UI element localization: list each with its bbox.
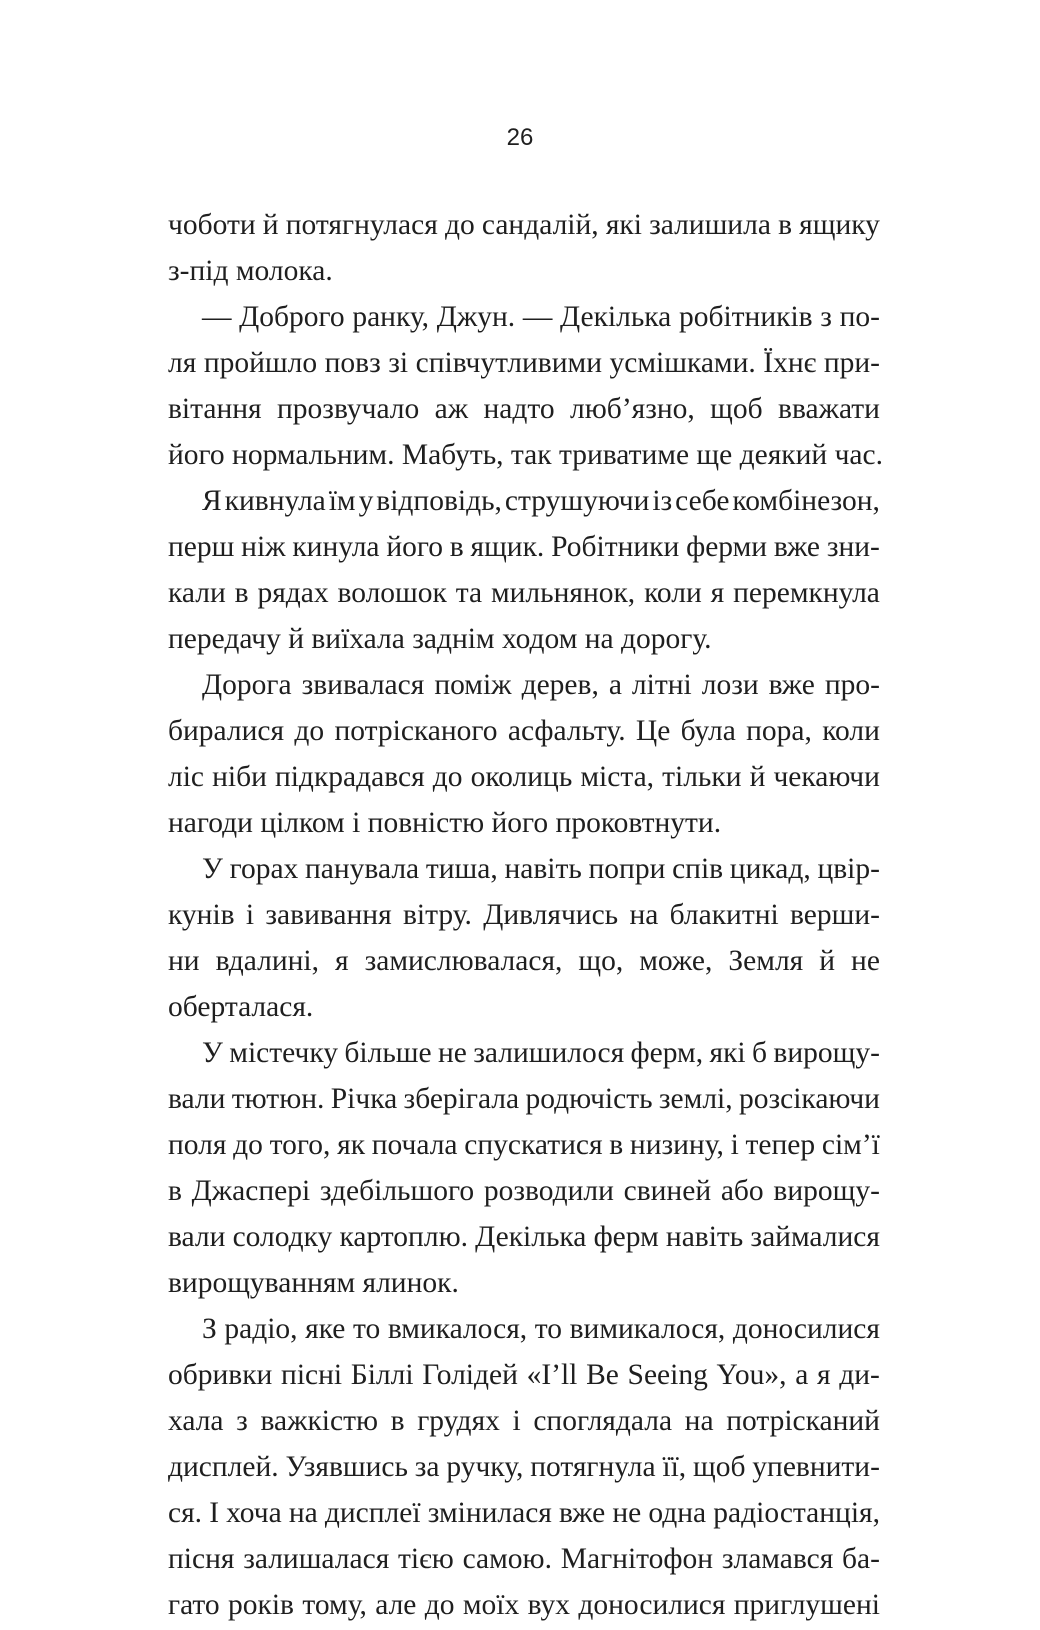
word: люб’язно, — [570, 393, 695, 425]
word: землі, — [658, 1083, 733, 1115]
text-line — [168, 1168, 880, 1214]
word: її, — [662, 1451, 687, 1483]
word: на — [684, 1405, 714, 1437]
word: вже — [768, 669, 815, 701]
line-text: нагоди цілком і повністю його проковтнути. — [168, 807, 722, 839]
word: усмішками. — [609, 347, 756, 379]
word: You», — [716, 1359, 787, 1391]
word: залишилося — [473, 1037, 625, 1069]
line-text: передачу й виїхала заднім ходом на дорогу. — [168, 623, 712, 655]
word: але — [375, 1589, 417, 1621]
word: вмикалося, — [387, 1313, 528, 1345]
text-line — [168, 432, 883, 478]
text-line — [168, 662, 880, 708]
word: обривки — [168, 1359, 273, 1391]
word: низину, — [629, 1129, 724, 1161]
word: перш — [168, 531, 235, 563]
word: змінилася — [427, 1497, 552, 1529]
word: потягнулася — [285, 209, 438, 241]
word: здебільшого — [319, 1175, 475, 1207]
word: дисплеї — [324, 1497, 421, 1529]
word: на — [288, 1497, 318, 1529]
word: панувала — [305, 853, 420, 885]
text-line — [168, 892, 880, 938]
word: чекаючи — [773, 761, 880, 793]
word: У — [202, 853, 223, 885]
word: що, — [578, 945, 624, 977]
word: дисплей. — [168, 1451, 279, 1483]
line-text: його нормальним. Мабуть, так триватиме ще деякий час. — [168, 439, 883, 471]
word: тютюн. — [231, 1083, 325, 1115]
word: зі — [388, 347, 409, 379]
word: ни — [168, 945, 200, 977]
word: в — [168, 1175, 182, 1207]
text-line — [168, 248, 880, 294]
word: Голідей — [422, 1359, 518, 1391]
word: Дивлячись — [483, 899, 619, 931]
word: аж — [434, 393, 469, 425]
word: спускатися — [464, 1129, 603, 1161]
word: потрісканий — [726, 1405, 880, 1437]
word: не — [437, 1037, 467, 1069]
word: містечку — [229, 1037, 338, 1069]
word: тільки — [662, 761, 742, 793]
word: пісні — [281, 1359, 343, 1391]
word: кунів — [168, 899, 235, 931]
word: горах — [229, 853, 299, 885]
word: сандалій, — [481, 209, 599, 241]
word: до — [444, 209, 475, 241]
word: ферми — [686, 531, 768, 563]
word: тепер — [745, 1129, 816, 1161]
word: дерев, — [521, 669, 599, 701]
word: з — [236, 1405, 248, 1437]
text-line — [168, 1306, 880, 1352]
word: радіо, — [224, 1313, 298, 1345]
line-text: вирощуванням ялинок. — [168, 1267, 459, 1299]
text-line — [168, 1260, 880, 1306]
text-line — [168, 570, 880, 616]
line-text: оберталася. — [168, 991, 314, 1023]
word: замислювалася, — [364, 945, 563, 977]
word: підкрадався — [274, 761, 425, 793]
word: грудях — [417, 1405, 500, 1437]
word: комбінезон, — [732, 485, 880, 517]
word: Це — [635, 715, 671, 747]
word: робітників — [678, 301, 813, 333]
word: спів — [672, 853, 724, 885]
word: а — [795, 1359, 809, 1391]
word: повз — [324, 347, 381, 379]
word: в — [609, 1129, 624, 1161]
word: приглушені — [733, 1589, 880, 1621]
word: Джаспері — [191, 1175, 311, 1207]
word: блакитні — [669, 899, 779, 931]
word: асфальту. — [507, 715, 626, 747]
word: З — [202, 1313, 217, 1345]
word: ся. — [168, 1497, 203, 1529]
word: Seeing — [627, 1359, 708, 1391]
text-line — [168, 1398, 880, 1444]
word: ніж — [241, 531, 286, 563]
word: мильнянок, — [490, 577, 636, 609]
word: ферм — [593, 1221, 659, 1253]
word: тією — [398, 1543, 454, 1575]
word: до — [294, 715, 325, 747]
word: споглядала — [533, 1405, 673, 1437]
line-text: з-під молока. — [168, 255, 333, 287]
text-line — [168, 1444, 880, 1490]
word: а — [608, 669, 622, 701]
word: Біллі — [350, 1359, 414, 1391]
word: в — [234, 577, 249, 609]
word: тиша, — [425, 853, 498, 885]
word: і — [730, 1129, 739, 1161]
word: — — [522, 301, 553, 333]
word: потягнула — [530, 1451, 656, 1483]
text-line — [168, 984, 880, 1030]
word: кинула — [292, 531, 380, 563]
text-line — [168, 1352, 880, 1398]
word: почала — [371, 1129, 458, 1161]
body-text — [168, 202, 883, 1628]
word: пісня — [168, 1543, 235, 1575]
word: Узявшись — [285, 1451, 408, 1483]
word: того, — [269, 1129, 331, 1161]
word: Be — [586, 1359, 619, 1391]
word: родючість — [525, 1083, 653, 1115]
word: струшуючи — [504, 485, 650, 517]
word: літні — [631, 669, 692, 701]
word: кали — [168, 577, 226, 609]
word: ля — [168, 347, 197, 379]
text-line — [168, 938, 880, 984]
word: за — [414, 1451, 440, 1483]
word: вже — [559, 1497, 606, 1529]
word: розсікаючи — [738, 1083, 880, 1115]
word: у — [358, 485, 374, 517]
word: й — [819, 945, 836, 977]
word: із — [652, 485, 673, 517]
word: прозвучало — [277, 393, 420, 425]
word: ферм, — [630, 1037, 704, 1069]
text-line — [168, 1582, 880, 1628]
word: хала — [168, 1405, 224, 1437]
word: ліс — [168, 761, 205, 793]
word: по- — [839, 301, 880, 333]
word: попри — [588, 853, 666, 885]
page-number: 26 — [506, 124, 534, 151]
word: вважати — [778, 393, 880, 425]
word: доносилися — [732, 1313, 880, 1345]
word: самою. — [462, 1543, 552, 1575]
word: розводили — [483, 1175, 614, 1207]
word: Річка — [330, 1083, 398, 1115]
text-line — [168, 754, 880, 800]
word: до — [424, 1589, 455, 1621]
text-line — [168, 616, 880, 662]
word: навіть — [665, 1221, 744, 1253]
word: солодку — [232, 1221, 333, 1253]
word: «I’ll — [526, 1359, 578, 1391]
word: биралися — [168, 715, 285, 747]
word: більше — [344, 1037, 432, 1069]
word: років — [228, 1589, 294, 1621]
word: в — [390, 1405, 405, 1437]
word: ручку, — [446, 1451, 524, 1483]
word: Декілька — [475, 1221, 587, 1253]
word: які — [709, 1037, 746, 1069]
word: Робітники — [551, 531, 680, 563]
word: навіть — [504, 853, 582, 885]
word: міста, — [580, 761, 655, 793]
word: поля — [168, 1129, 227, 1161]
word: ди- — [839, 1359, 880, 1391]
word: І — [209, 1497, 220, 1529]
word: пора, — [746, 715, 812, 747]
word: до — [432, 761, 463, 793]
word: хоча — [226, 1497, 282, 1529]
word: залишила — [649, 209, 771, 241]
word: Джун. — [436, 301, 516, 333]
word: може, — [639, 945, 713, 977]
word: і — [512, 1405, 521, 1437]
word: їм — [328, 485, 356, 517]
word: не — [851, 945, 880, 977]
word: то — [534, 1313, 563, 1345]
word: свиней — [623, 1175, 712, 1207]
word: одна — [648, 1497, 707, 1529]
word: на — [629, 899, 659, 931]
word: зберігала — [403, 1083, 520, 1115]
word: я — [816, 1359, 831, 1391]
word: й — [262, 209, 279, 241]
word: вирощу- — [773, 1175, 880, 1207]
word: картоплю. — [339, 1221, 468, 1253]
word: Магнітофон — [560, 1543, 714, 1575]
word: вже — [773, 531, 821, 563]
word: співчутливими — [415, 347, 602, 379]
text-line — [168, 294, 880, 340]
word: я — [710, 577, 725, 609]
word: відповідь, — [376, 485, 502, 517]
word: У — [202, 1037, 223, 1069]
word: Їхнє — [763, 347, 817, 379]
word: себе — [675, 485, 730, 517]
word: щоб — [710, 393, 763, 425]
word: пройшло — [203, 347, 318, 379]
word: вирощу- — [773, 1037, 880, 1069]
word: і — [245, 899, 255, 931]
text-line — [168, 1122, 880, 1168]
word: коли — [644, 577, 702, 609]
word: його — [386, 531, 443, 563]
word: чоботи — [168, 209, 256, 241]
word: в — [778, 209, 793, 241]
word: надто — [483, 393, 555, 425]
word: упевнити- — [752, 1451, 880, 1483]
word: залишалася — [243, 1543, 390, 1575]
word: вдалині, — [215, 945, 320, 977]
word: ящик. — [470, 531, 545, 563]
word: потрісканого — [334, 715, 498, 747]
word: перемкнула — [733, 577, 880, 609]
word: околиць — [470, 761, 573, 793]
text-line — [168, 202, 880, 248]
word: — — [202, 301, 232, 333]
word: зни- — [826, 531, 880, 563]
word: займалися — [750, 1221, 880, 1253]
word: як — [337, 1129, 366, 1161]
word: Земля — [728, 945, 804, 977]
word: вали — [168, 1221, 226, 1253]
word: до — [233, 1129, 263, 1161]
text-line — [168, 386, 880, 432]
word: зламався — [721, 1543, 834, 1575]
word: то — [352, 1313, 381, 1345]
text-line — [168, 1076, 880, 1122]
word: не — [612, 1497, 642, 1529]
word: важкістю — [260, 1405, 379, 1437]
word: та — [455, 577, 483, 609]
word: які — [605, 209, 642, 241]
text-line — [168, 524, 880, 570]
word: з — [820, 301, 832, 333]
word: цикад, — [729, 853, 811, 885]
word: звивалася — [301, 669, 425, 701]
word: волошок — [337, 577, 447, 609]
word: вимикалося, — [569, 1313, 726, 1345]
word: щоб — [692, 1451, 746, 1483]
word: й — [749, 761, 766, 793]
word: б — [752, 1037, 768, 1069]
word: ящику — [799, 209, 880, 241]
word: ба- — [842, 1543, 880, 1575]
word: сім’ї — [821, 1129, 880, 1161]
word: завивання — [265, 899, 392, 931]
text-line — [168, 340, 880, 386]
word: рядах — [257, 577, 329, 609]
word: Дорога — [202, 669, 292, 701]
text-line — [168, 800, 880, 846]
word: вітання — [168, 393, 262, 425]
word: ранку, — [352, 301, 430, 333]
word: Доброго — [239, 301, 345, 333]
word: вух — [527, 1589, 570, 1621]
text-line — [168, 1490, 880, 1536]
word: в — [449, 531, 464, 563]
word: кивнула — [224, 485, 326, 517]
word: доносилися — [578, 1589, 726, 1621]
word: тому, — [302, 1589, 367, 1621]
text-line — [168, 1214, 880, 1260]
word: яке — [305, 1313, 346, 1345]
word: лози — [701, 669, 759, 701]
word: гато — [168, 1589, 220, 1621]
text-line — [168, 478, 880, 524]
word: я — [335, 945, 349, 977]
word: про- — [824, 669, 880, 701]
word: вали — [168, 1083, 226, 1115]
word: верши- — [790, 899, 880, 931]
word: поміж — [434, 669, 512, 701]
text-line — [168, 708, 880, 754]
word: або — [720, 1175, 764, 1207]
word: коли — [822, 715, 880, 747]
word: ніби — [212, 761, 267, 793]
word: при- — [823, 347, 880, 379]
text-line — [168, 1536, 880, 1582]
word: Декілька — [560, 301, 672, 333]
word: вітру. — [402, 899, 472, 931]
text-line — [168, 1030, 880, 1076]
word: радіостанція, — [713, 1497, 880, 1529]
word: Я — [202, 485, 222, 517]
text-line — [168, 846, 880, 892]
word: цвір- — [817, 853, 880, 885]
word: моїх — [462, 1589, 520, 1621]
word: була — [680, 715, 736, 747]
